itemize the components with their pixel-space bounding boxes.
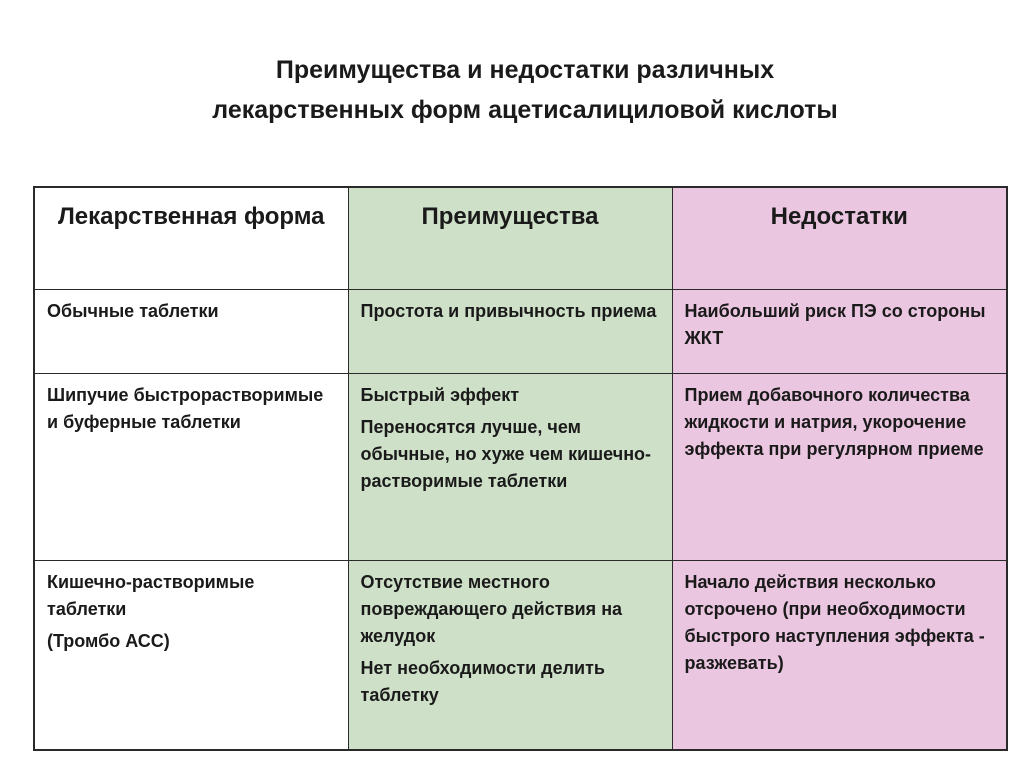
cell-disadvantages	[672, 373, 1007, 560]
cell-text: Быстрый эффект	[360, 384, 520, 405]
cell-text: (Тромбо АСС)	[47, 630, 170, 651]
cell-text: Наибольший риск ПЭ со стороны ЖКТ	[684, 300, 986, 348]
slide-title-line-1: Преимущества и недостатки различных	[275, 56, 775, 84]
cell-text: Отсутствие местного повреждающего действия на желудок	[360, 571, 623, 646]
header-form: Лекарственная форма	[34, 187, 348, 289]
table-header-row	[34, 187, 1007, 289]
cell-text: Переносятся лучше, чем обычные, но хуже чем кишечно-растворимые таблетки	[360, 416, 652, 491]
comparison-table	[33, 186, 1008, 751]
cell-advantages	[348, 560, 672, 750]
cell-form	[34, 560, 348, 750]
cell-text: Нет необходимости делить таблетку	[360, 657, 605, 705]
cell-text: Простота и привычность приема	[360, 300, 657, 321]
slide-title	[60, 50, 990, 130]
cell-form	[34, 289, 348, 373]
table-row	[34, 373, 1007, 560]
cell-text: Кишечно-растворимые таблетки	[47, 571, 255, 619]
cell-text: Обычные таблетки	[47, 300, 219, 321]
cell-text: Прием добавочного количества жидкости и натрия, укорочение эффекта при регулярном приеме	[684, 384, 984, 459]
slide-title-line-2: лекарственных форм ацетисалициловой кислоты	[212, 96, 838, 124]
cell-text: Шипучие быстрорастворимые и буферные таблетки	[47, 384, 324, 432]
table-row	[34, 289, 1007, 373]
table-row	[34, 560, 1007, 750]
cell-disadvantages	[672, 560, 1007, 750]
header-advantages: Преимущества	[348, 187, 672, 289]
cell-disadvantages	[672, 289, 1007, 373]
cell-advantages	[348, 373, 672, 560]
cell-advantages	[348, 289, 672, 373]
cell-text: Начало действия несколько отсрочено (при необходимости быстрого наступления эффекта - разжевать)	[684, 571, 985, 673]
header-disadvantages: Недостатки	[672, 187, 1007, 289]
cell-form	[34, 373, 348, 560]
